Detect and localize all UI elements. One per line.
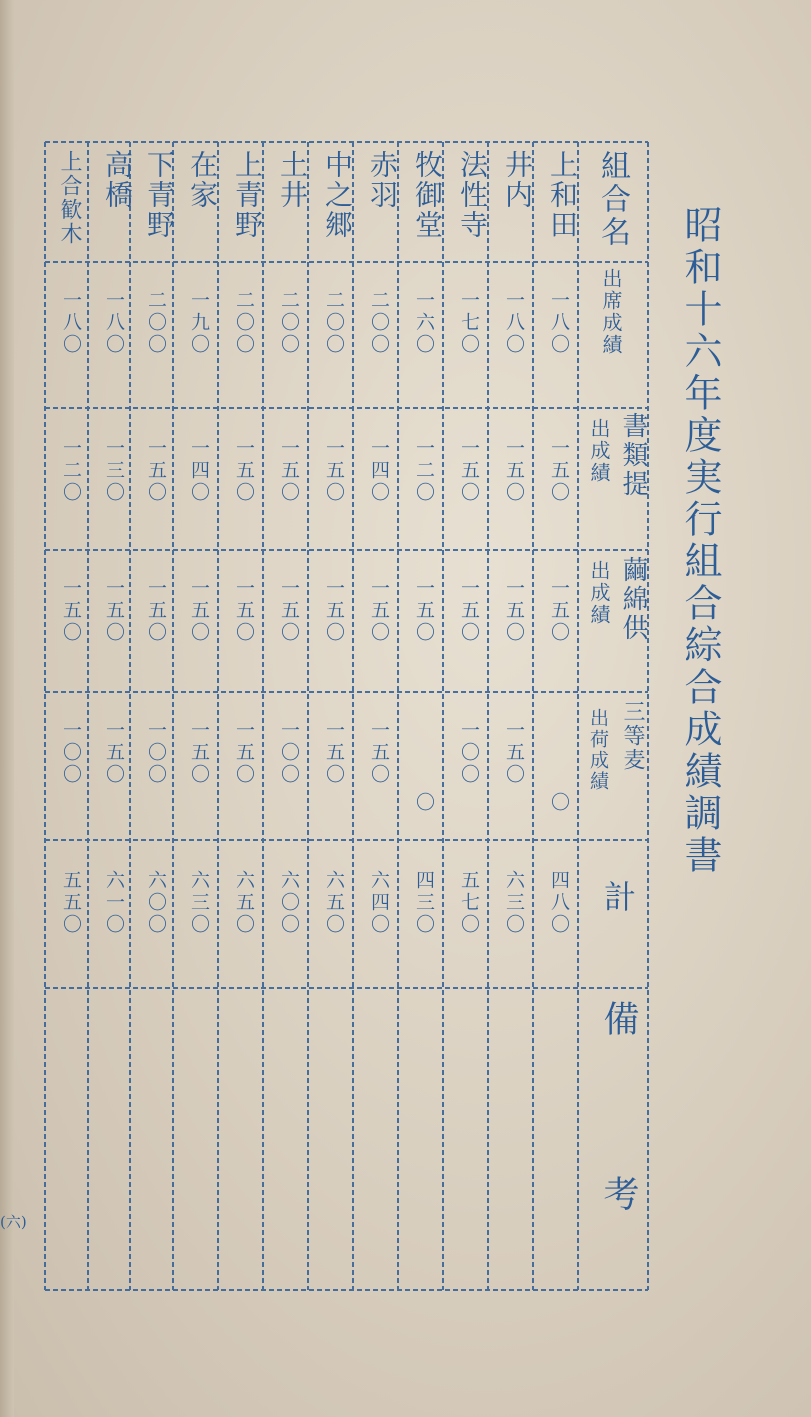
header-grade-sub: 出荷成績 <box>587 708 609 792</box>
row-attendance-cell: 二〇〇 <box>278 290 300 356</box>
row-attendance-cell: 一八〇 <box>503 290 525 356</box>
header-remarks-main: 備 <box>598 1000 639 1039</box>
row-name-cell: 高橋 <box>101 150 134 210</box>
row-attendance-cell: 一八〇 <box>60 290 82 356</box>
row-attendance-cell: 二〇〇 <box>145 290 167 356</box>
row-grade-cell: 一五〇 <box>188 720 210 786</box>
row-documents-cell: 一五〇 <box>548 438 570 504</box>
row-shipping-cell: 一五〇 <box>413 578 435 644</box>
row-total-cell: 四三〇 <box>413 870 435 936</box>
row-documents-cell: 一四〇 <box>368 438 390 504</box>
row-total-cell: 六一〇 <box>103 870 125 936</box>
row-attendance-cell: 一六〇 <box>413 290 435 356</box>
row-grade-cell: 一五〇 <box>503 720 525 786</box>
header-shipping-main: 繭綿供 <box>618 556 648 643</box>
row-shipping-cell: 一五〇 <box>323 578 345 644</box>
row-shipping-cell: 一五〇 <box>188 578 210 644</box>
row-attendance-cell: 一九〇 <box>188 290 210 356</box>
row-total-cell: 六三〇 <box>503 870 525 936</box>
row-name-cell: 法性寺 <box>456 150 489 240</box>
row-total-cell: 六五〇 <box>323 870 345 936</box>
row-grade-cell: 一五〇 <box>323 720 345 786</box>
row-total-cell: 六〇〇 <box>145 870 167 936</box>
row-name-cell: 赤羽 <box>366 150 399 210</box>
row-shipping-cell: 一五〇 <box>458 578 480 644</box>
row-grade-cell: 一〇〇 <box>458 720 480 786</box>
row-grade-cell: 一五〇 <box>233 720 255 786</box>
header-total: 計 <box>599 880 637 915</box>
row-documents-cell: 一五〇 <box>323 438 345 504</box>
row-grade-cell: 一〇〇 <box>145 720 167 786</box>
row-shipping-cell: 一五〇 <box>60 578 82 644</box>
header-name: 組合名 <box>595 150 630 249</box>
row-documents-cell: 一二〇 <box>413 438 435 504</box>
row-total-cell: 五五〇 <box>60 870 82 936</box>
header-documents-sub: 出成績 <box>587 418 611 484</box>
row-total-cell: 六三〇 <box>188 870 210 936</box>
row-total-cell: 六五〇 <box>233 870 255 936</box>
header-attendance: 出席成績 <box>599 268 623 356</box>
row-documents-cell: 一四〇 <box>188 438 210 504</box>
row-name-cell: 下青野 <box>143 150 176 240</box>
row-grade-cell: 一五〇 <box>103 720 125 786</box>
row-name-cell: 上合歓木 <box>57 150 82 246</box>
header-documents-main: 書類提 <box>618 412 648 499</box>
row-documents-cell: 一五〇 <box>278 438 300 504</box>
row-attendance-cell: 二〇〇 <box>323 290 345 356</box>
row-attendance-cell: 一七〇 <box>458 290 480 356</box>
header-remarks-sub: 考 <box>598 1175 639 1214</box>
row-name-cell: 在家 <box>186 150 219 210</box>
row-total-cell: 六〇〇 <box>278 870 300 936</box>
row-total-cell: 五七〇 <box>458 870 480 936</box>
row-documents-cell: 一五〇 <box>233 438 255 504</box>
row-grade-cell: 〇 <box>413 792 435 814</box>
row-name-cell: 上和田 <box>546 150 579 240</box>
row-name-cell: 牧御堂 <box>411 150 444 240</box>
row-grade-cell: 一〇〇 <box>278 720 300 786</box>
row-name-cell: 土井 <box>276 150 309 210</box>
row-shipping-cell: 一五〇 <box>233 578 255 644</box>
page-number: (六) <box>0 1213 27 1231</box>
header-grade-main: 三等麦 <box>620 700 645 772</box>
row-documents-cell: 一三〇 <box>103 438 125 504</box>
row-documents-cell: 一五〇 <box>145 438 167 504</box>
row-shipping-cell: 一五〇 <box>278 578 300 644</box>
row-attendance-cell: 一八〇 <box>103 290 125 356</box>
row-name-cell: 中之郷 <box>321 150 354 240</box>
row-shipping-cell: 一五〇 <box>368 578 390 644</box>
header-shipping-sub: 出成績 <box>587 560 611 626</box>
row-total-cell: 六四〇 <box>368 870 390 936</box>
row-shipping-cell: 一五〇 <box>145 578 167 644</box>
row-grade-cell: 〇 <box>548 792 570 814</box>
row-name-cell: 上青野 <box>231 150 264 240</box>
row-documents-cell: 一五〇 <box>503 438 525 504</box>
row-attendance-cell: 一八〇 <box>548 290 570 356</box>
row-shipping-cell: 一五〇 <box>103 578 125 644</box>
row-total-cell: 四八〇 <box>548 870 570 936</box>
row-documents-cell: 一五〇 <box>458 438 480 504</box>
row-documents-cell: 一二〇 <box>60 438 82 504</box>
row-shipping-cell: 一五〇 <box>548 578 570 644</box>
row-name-cell: 井内 <box>501 150 534 210</box>
row-grade-cell: 一五〇 <box>368 720 390 786</box>
row-attendance-cell: 二〇〇 <box>233 290 255 356</box>
document-title: 昭和十六年度実行組合綜合成績調書 <box>678 205 722 877</box>
row-attendance-cell: 二〇〇 <box>368 290 390 356</box>
row-grade-cell: 一〇〇 <box>60 720 82 786</box>
row-shipping-cell: 一五〇 <box>503 578 525 644</box>
